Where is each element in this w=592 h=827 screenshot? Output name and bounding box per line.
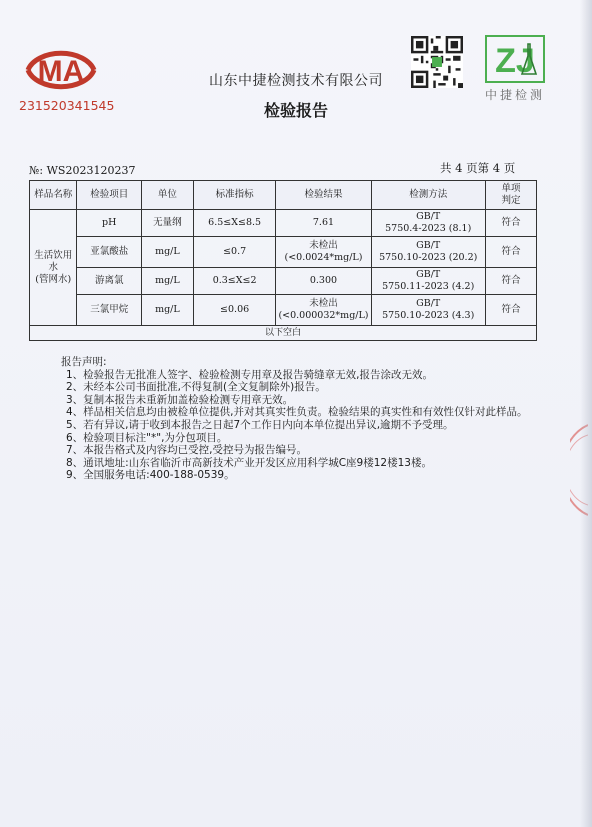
verdict-cell: 符合 — [485, 295, 536, 326]
method-cell: GB/T 5750.10-2023 (20.2) — [371, 237, 485, 268]
cma-number: 231520341545 — [19, 98, 115, 113]
report-number: №: WS2023120237 — [29, 164, 136, 177]
standard-cell: ≤0.7 — [193, 237, 276, 268]
table-row — [30, 268, 537, 295]
blank-below-note: 以下空白 — [30, 326, 537, 341]
statement-item: 1、检验报告无批准人签字、检验检测专用章及报告骑缝章无效,报告涂改无效。 — [66, 368, 434, 381]
brand-name: 中捷检测 — [484, 88, 545, 102]
page-info: 共 4 页第 4 页 — [440, 161, 516, 175]
report-statement — [58, 356, 548, 482]
method-cell: GB/T 5750.4-2023 (8.1) — [371, 210, 485, 237]
verdict-cell: 符合 — [485, 210, 536, 237]
table-row — [30, 210, 537, 237]
unit-cell: 无量纲 — [141, 210, 193, 237]
qr-code — [411, 36, 463, 88]
verdict-cell: 符合 — [485, 237, 536, 268]
page-title: 检验报告 — [263, 101, 328, 120]
standard-cell: 0.3≤X≤2 — [193, 268, 276, 295]
seam-stamp — [570, 420, 588, 520]
unit-cell: mg/L — [141, 295, 193, 326]
zhongjie-logo — [484, 34, 546, 84]
header-result: 检验结果 — [276, 181, 371, 210]
header-standard: 标准指标 — [193, 181, 276, 210]
statement-item: 8、通讯地址:山东省临沂市高新技术产业开发区应用科学城C座9楼12楼13楼。 — [66, 456, 432, 469]
method-cell: GB/T 5750.10-2023 (4.3) — [371, 295, 485, 326]
result-cell: 未检出 (<0.0024*mg/L) — [276, 237, 371, 268]
unit-cell: mg/L — [141, 237, 193, 268]
statement-item: 5、若有异议,请于收到本报告之日起7个工作日内向本单位提出异议,逾期不予受理。 — [66, 418, 454, 431]
company-name: 山东中捷检测技术有限公司 — [209, 73, 383, 89]
statement-item: 6、检验项目标注"*",为分包项目。 — [66, 431, 228, 444]
result-cell: 0.300 — [276, 268, 371, 295]
result-cell: 7.61 — [276, 210, 371, 237]
statement-title: 报告声明: — [61, 356, 107, 368]
statement-list — [58, 369, 548, 482]
header-sample-name: 样品名称 — [30, 181, 77, 210]
item-cell: pH — [77, 210, 142, 237]
sample-name-cell: 生活饮用水 (管网水) — [30, 210, 77, 326]
standard-cell: ≤0.06 — [193, 295, 276, 326]
header-test-item: 检验项目 — [77, 181, 142, 210]
item-cell: 亚氯酸盐 — [77, 237, 142, 268]
result-cell: 未检出 (<0.000032*mg/L) — [276, 295, 371, 326]
table-row — [30, 237, 537, 268]
statement-item: 2、未经本公司书面批准,不得复制(全文复制除外)报告。 — [66, 381, 326, 394]
table-row — [30, 295, 537, 326]
statement-item: 9、全国服务电话:400-188-0539。 — [66, 469, 235, 482]
statement-item: 7、本报告格式及内容均已受控,受控号为报告编号。 — [66, 444, 308, 457]
header-method: 检测方法 — [371, 181, 485, 210]
results-table — [29, 180, 537, 341]
statement-item: 3、复制本报告未重新加盖检验检测专用章无效。 — [66, 393, 294, 406]
table-end-row — [30, 326, 537, 341]
standard-cell: 6.5≤X≤8.5 — [193, 210, 276, 237]
method-cell: GB/T 5750.11-2023 (4.2) — [371, 268, 485, 295]
verdict-cell: 符合 — [485, 268, 536, 295]
header-verdict: 单项 判定 — [485, 181, 536, 210]
cma-logo-text: MA — [37, 55, 85, 88]
header-unit: 单位 — [141, 181, 193, 210]
statement-item: 4、样品相关信息均由被检单位提供,并对其真实性负责。检验结果的真实性和有效性仅针对此样品。 — [66, 406, 528, 419]
unit-cell: mg/L — [141, 268, 193, 295]
item-cell: 三氯甲烷 — [77, 295, 142, 326]
table-header-row — [30, 181, 537, 210]
item-cell: 游离氯 — [77, 268, 142, 295]
zhongjie-logo-text: ZJ — [495, 42, 535, 80]
